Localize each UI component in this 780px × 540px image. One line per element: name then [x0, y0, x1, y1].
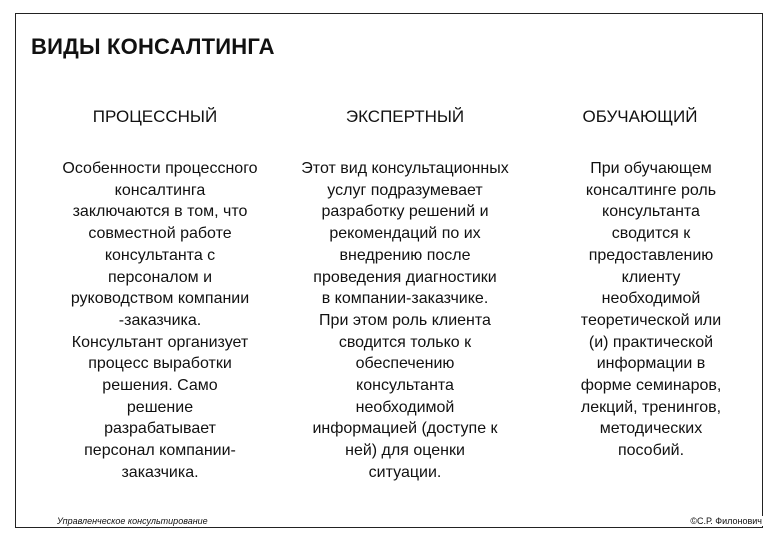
text-line: рекомендаций по их [329, 225, 481, 243]
text-line: решение [126, 398, 194, 416]
text-line: При этом роль клиента [319, 311, 491, 329]
text-line: предоставлению [588, 246, 714, 264]
text-line: в компании-заказчике. [321, 290, 489, 308]
text-line: руководством компании [70, 290, 250, 308]
text-line: (и) практической [588, 333, 714, 351]
slide-title: ВИДЫ КОНСАЛТИНГА [31, 34, 275, 59]
text-line: методических [599, 420, 703, 438]
text-line: ней) для оценки [345, 442, 465, 460]
text-line: пособий. [617, 442, 685, 460]
text-line: обеспечению [355, 355, 455, 373]
text-line: Этот вид консультационных [301, 160, 509, 177]
text-line: форме семинаров, [580, 377, 722, 395]
text-line: услуг подразумевает [327, 181, 483, 199]
text-line: процесс выработки [88, 355, 232, 373]
column-heading-process: ПРОЦЕССНЫЙ [92, 107, 218, 126]
text-line: заказчика. [121, 463, 199, 481]
column-text-training [545, 158, 757, 462]
text-line: Особенности процессного [62, 160, 258, 177]
text-line: консультанта с [104, 246, 216, 264]
text-line: консалтинге роль [585, 181, 717, 199]
column-heading-expert: ЭКСПЕРТНЫЙ [345, 107, 465, 126]
text-line: консалтинга [114, 181, 206, 199]
text-line: заключаются в том, что [72, 203, 248, 221]
text-line: консультанта [356, 377, 454, 395]
text-line: необходимой [355, 398, 455, 416]
text-line: разработку решений и [321, 203, 489, 221]
column-heading-training: ОБУЧАЮЩИЙ [582, 107, 698, 126]
text-line: проведения диагностики [313, 268, 497, 286]
text-line: сводится к [611, 225, 691, 243]
text-line: решения. Само [102, 377, 218, 395]
text-line: ситуации. [368, 463, 442, 481]
text-line: клиенту [621, 268, 681, 286]
text-line: персонал компании- [84, 442, 236, 460]
text-line: информацией (доступе к [312, 420, 498, 438]
text-line: При обучающем [590, 160, 712, 177]
text-line: необходимой [601, 290, 701, 308]
text-line: информации в [596, 355, 706, 373]
text-line: сводится только к [338, 333, 472, 351]
text-line: разрабатывает [104, 420, 216, 438]
text-line: -заказчика. [118, 311, 202, 329]
footer-copyright: ©С.Р. Филонович [684, 516, 766, 526]
text-line: консультанта [602, 203, 700, 221]
text-line: персоналом и [107, 268, 213, 286]
column-text-process [42, 158, 278, 484]
column-text-expert [283, 158, 527, 484]
text-line: лекций, тренингов, [580, 398, 722, 416]
text-line: Консультант организует [71, 333, 249, 351]
footer-course-name: Управленческое консультирование [45, 516, 214, 526]
text-line: совместной работе [88, 225, 232, 243]
text-line: теоретической или [580, 311, 722, 329]
text-line: внедрению после [339, 246, 471, 264]
